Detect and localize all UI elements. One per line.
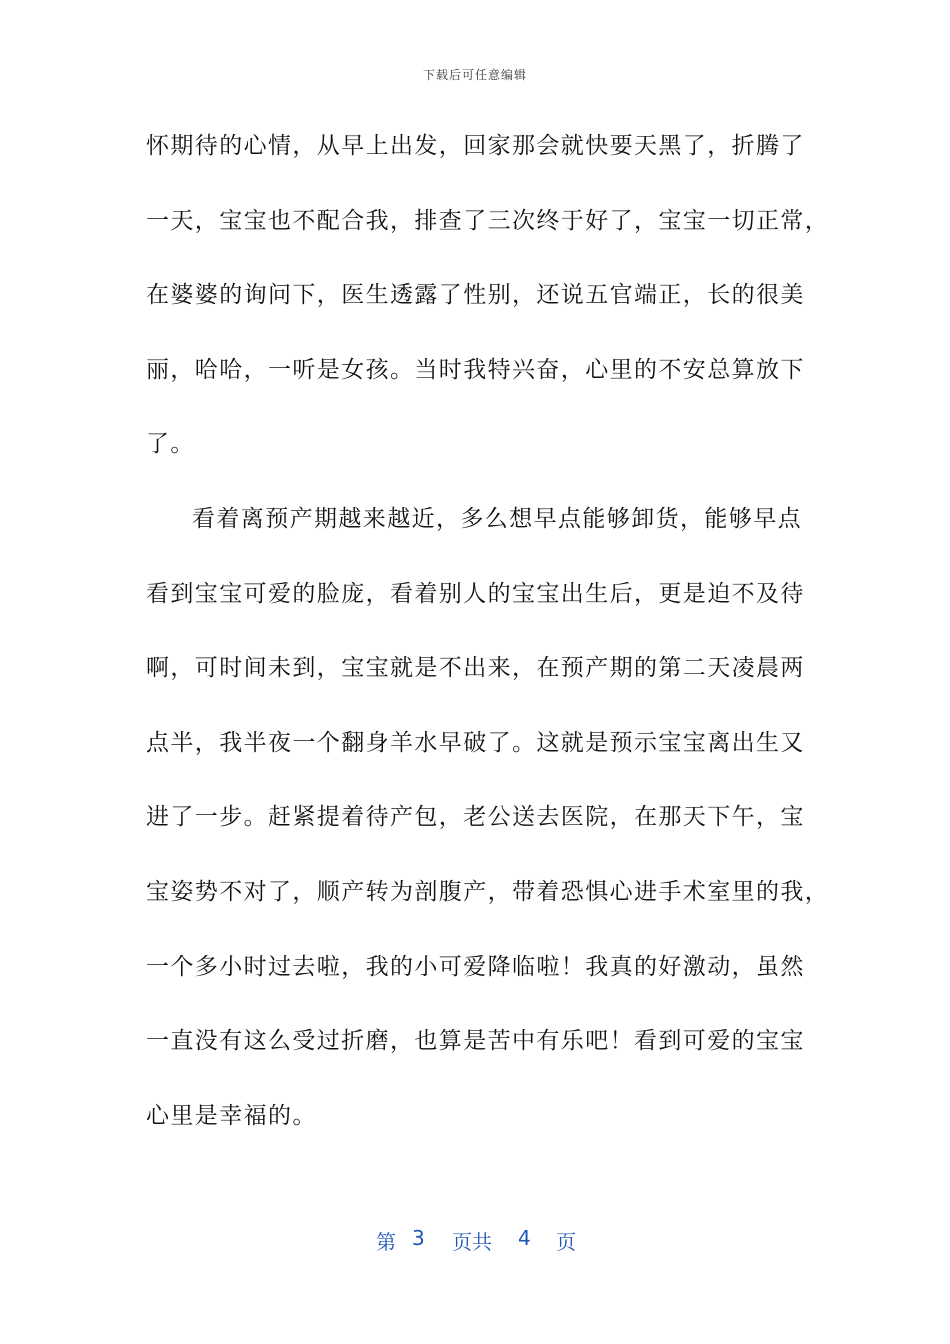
text-line: 心里是幸福的。 [146, 1102, 317, 1129]
text-line: 看到宝宝可爱的脸庞，看着别人的宝宝出生后，更是迫不及待 [146, 580, 805, 607]
footer-total-pages: 4 [518, 1226, 531, 1250]
text-line: 宝姿势不对了，顺产转为剖腹产，带着恐惧心进手术室里的我， [146, 878, 830, 905]
text-line: 点半，我半夜一个翻身羊水早破了。这就是预示宝宝离出生又 [146, 729, 805, 756]
text-line: 一天，宝宝也不配合我，排查了三次终于好了，宝宝一切正常， [146, 207, 830, 234]
text-line: 啊，可时间未到，宝宝就是不出来，在预产期的第二天凌晨两 [146, 655, 805, 682]
text-line: 在婆婆的询问下，医生透露了性别，还说五官端正，长的很美 [146, 282, 805, 309]
text-line: 进了一步。赶紧提着待产包，老公送去医院，在那天下午，宝 [146, 804, 805, 831]
footer-suffix: 页 [556, 1230, 576, 1254]
text-line: 一直没有这么受过折磨，也算是苦中有乐吧！看到可爱的宝宝 [146, 1028, 805, 1055]
text-line: 看着离预产期越来越近，多么想早点能够卸货，能够早点 [192, 505, 802, 532]
text-line: 丽，哈哈，一听是女孩。当时我特兴奋，心里的不安总算放下 [146, 356, 805, 383]
footer-current-page: 3 [412, 1226, 425, 1250]
text-line: 了。 [146, 431, 195, 458]
document-body [146, 126, 830, 1170]
text-line: 一个多小时过去啦，我的小可爱降临啦！我真的好激动，虽然 [146, 953, 805, 980]
page-header: 下载后可任意编辑 [422, 68, 527, 82]
text-line: 怀期待的心情，从早上出发，回家那会就快要天黑了，折腾了 [146, 133, 805, 159]
footer-prefix: 第 [376, 1230, 396, 1254]
footer-middle: 页共 [452, 1230, 492, 1254]
